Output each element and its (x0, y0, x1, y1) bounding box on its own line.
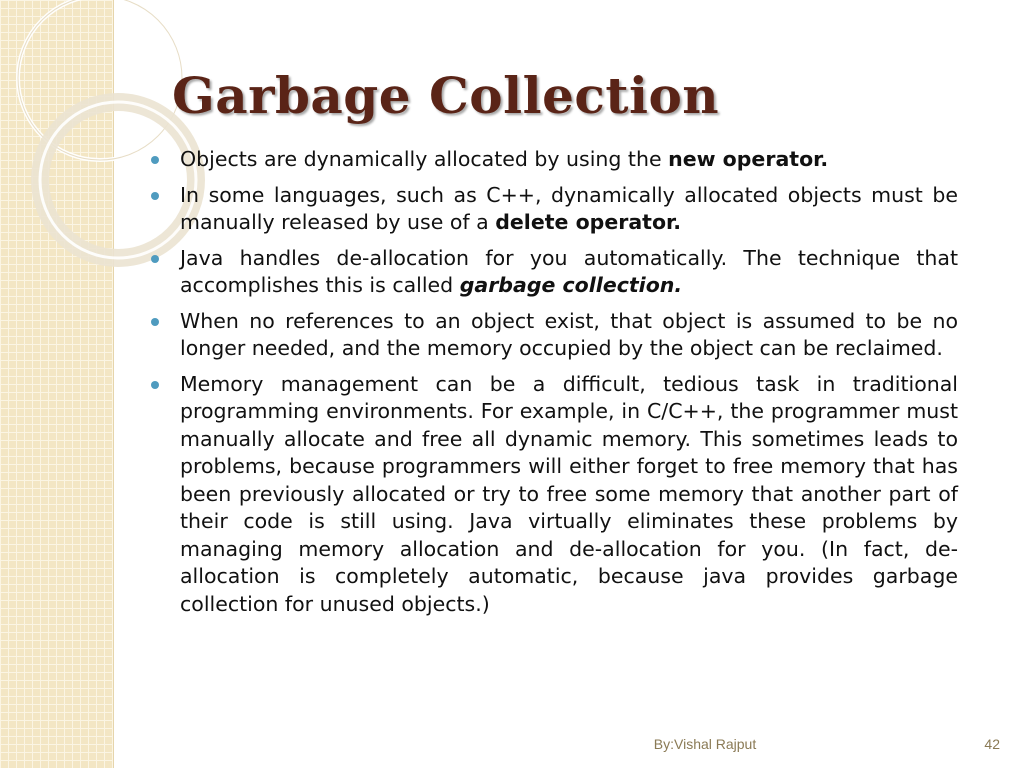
slide-title: Garbage Collection (172, 66, 720, 125)
bullet-item (148, 308, 958, 363)
round-bullet-icon (151, 156, 159, 164)
bullet-item (148, 245, 958, 300)
bullet-emphasis: garbage collection. (459, 273, 683, 297)
bullet-emphasis: delete operator. (495, 210, 682, 234)
bullet-item (148, 146, 958, 174)
bullet-text: In some languages, such as C++, dynamically allocated objects must be manually released by use of a (180, 182, 958, 234)
bullet-emphasis: new operator. (668, 147, 829, 171)
round-bullet-icon (151, 318, 159, 326)
decorative-rings-icon (0, 0, 140, 260)
bullet-text: Memory management can be a difficult, tedious task in traditional programming environments. For example, in C/C++, the programmer must manually allocate and free all dynamic memory. This sometimes leads to problems, because programmers will either forget to free memory that has been previously allocated or try to free some memory that another part of their code is still using. Java virtually eliminates these problems by managing memory allocation and de-allocation for you. (In fact, de-allocation is completely automatic, because java provides garbage collection for unused objects.) (180, 371, 958, 616)
round-bullet-icon (151, 192, 159, 200)
footer-author: By:Vishal Rajput (653, 736, 757, 752)
bullet-text: Objects are dynamically allocated by using the (180, 147, 669, 171)
bullet-text: Java handles de-allocation for you automatically. The technique that accomplishes this is called (180, 245, 958, 297)
round-bullet-icon (151, 255, 159, 263)
page-number: 42 (984, 736, 1000, 752)
bullet-text: When no references to an object exist, that object is assumed to be no longer needed, and the memory occupied by the object can be reclaimed. (180, 308, 958, 360)
round-bullet-icon (151, 381, 159, 389)
bullet-item (148, 371, 958, 619)
bullet-list (148, 146, 958, 626)
bullet-item (148, 182, 958, 237)
